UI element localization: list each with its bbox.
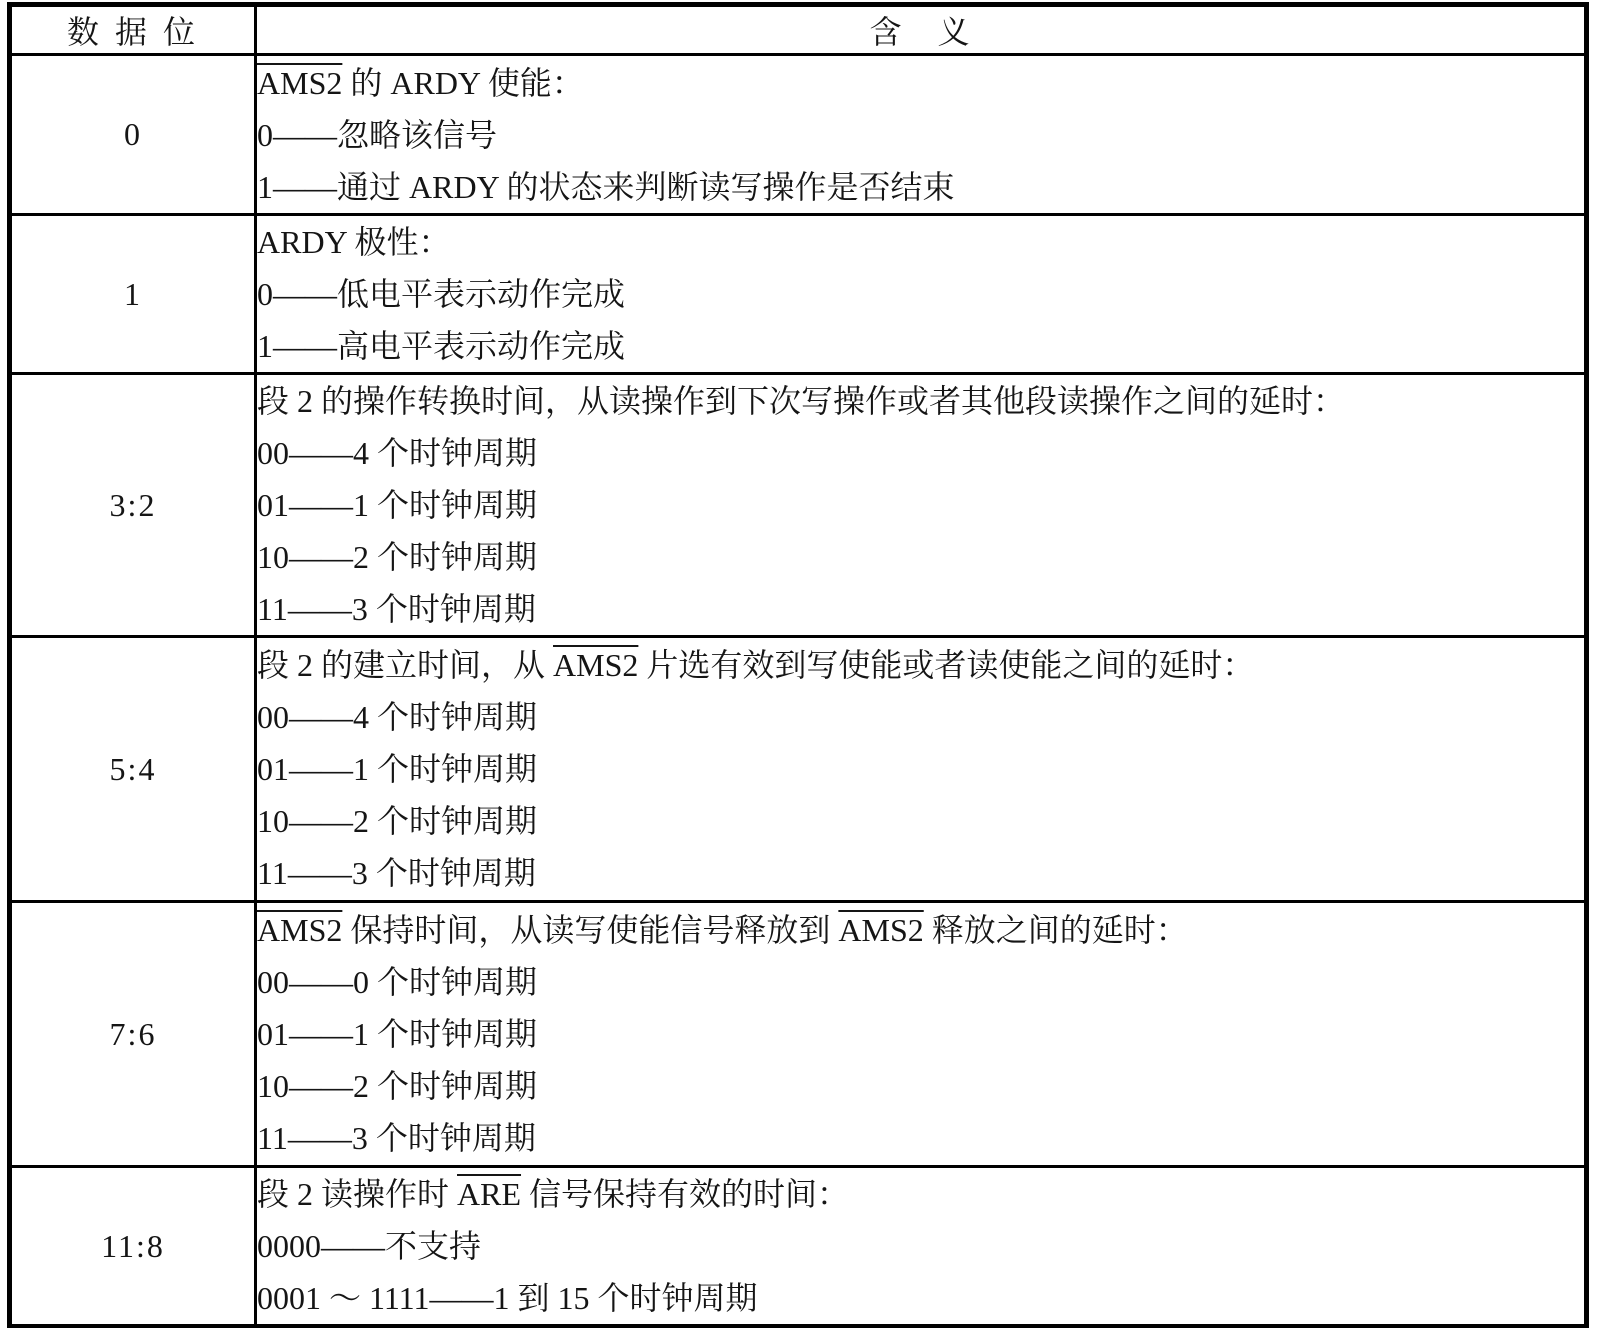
text-line: 01——1 个时钟周期	[257, 751, 538, 787]
text-line: 10——2 个时钟周期	[257, 1068, 538, 1104]
table-row-bits7-6	[10, 902, 1587, 1167]
meaning-cell	[256, 215, 1587, 374]
table-row-bit1	[10, 215, 1587, 374]
bits-cell: 0	[10, 55, 256, 215]
table-row-bits11-8	[10, 1167, 1587, 1327]
text-line: 1——通过 ARDY 的状态来判断读写操作是否结束	[257, 168, 955, 205]
text-line: 00——4 个时钟周期	[257, 699, 538, 735]
text-segment: 片选有效到写使能或者读使能之间的延时：	[638, 647, 1255, 683]
text-line: 10——2 个时钟周期	[257, 539, 538, 575]
text-line: 11——3 个时钟周期	[257, 1120, 536, 1156]
meaning-cell	[256, 374, 1587, 637]
meaning-cell	[256, 55, 1587, 215]
text-line	[257, 904, 1584, 956]
text-line: 0000——不支持	[257, 1228, 482, 1264]
text-line: ARDY 极性：	[257, 224, 451, 260]
signal-ams2-overline: AMS2	[553, 647, 639, 683]
meaning-cell	[256, 1167, 1587, 1327]
bits-cell: 3:2	[10, 374, 256, 637]
scanned-document-page	[0, 2, 1597, 1328]
text-line	[257, 639, 1584, 691]
text-segment: 段 2 读操作时	[257, 1176, 458, 1212]
table-row-bits5-4	[10, 637, 1587, 902]
text-line: 0001 ～ 1111——1 到 15 个时钟周期	[257, 1280, 758, 1316]
header-row	[10, 5, 1587, 55]
signal-ams2-overline: AMS2	[257, 64, 343, 101]
meaning-cell	[256, 902, 1587, 1167]
bit-field-table	[7, 2, 1589, 1328]
text-line: 11——3 个时钟周期	[257, 855, 536, 891]
text-line: 01——1 个时钟周期	[257, 487, 538, 523]
signal-ams2-overline: AMS2	[257, 912, 343, 948]
signal-ams2-overline: AMS2	[838, 912, 924, 948]
text-segment: 信号保持有效的时间：	[521, 1176, 850, 1212]
text-line: 11——3 个时钟周期	[257, 591, 536, 627]
bits-cell: 1	[10, 215, 256, 374]
signal-are-overline: $\overline{ARE}$	[457, 1176, 522, 1212]
table-row-bit0	[10, 55, 1587, 215]
text-line: 1——高电平表示动作完成	[257, 328, 626, 364]
bits-cell: 7:6	[10, 902, 256, 1167]
text-line: 段 2 的操作转换时间，从读操作到下次写操作或者其他段读操作之间的延时：	[257, 383, 1346, 419]
text-line: 0——低电平表示动作完成	[257, 276, 626, 312]
bits-cell: 11:8	[10, 1167, 256, 1327]
text-segment: 保持时间，从读写使能信号释放到	[342, 912, 839, 948]
table-row-bits3-2	[10, 374, 1587, 637]
text-line	[257, 57, 1584, 109]
header-cell-meaning: 含 义	[256, 5, 1587, 55]
text-segment: 段 2 的建立时间，从	[257, 647, 554, 683]
text-line: 00——0 个时钟周期	[257, 964, 538, 1000]
bits-cell: 5:4	[10, 637, 256, 902]
text-line: 10——2 个时钟周期	[257, 803, 538, 839]
text-line	[257, 1168, 1584, 1220]
text-line: 00——4 个时钟周期	[257, 435, 538, 471]
meaning-cell	[256, 637, 1587, 902]
text-line: 01——1 个时钟周期	[257, 1016, 538, 1052]
text-segment: 的 ARDY 使能：	[342, 64, 584, 101]
header-cell-bits: 数 据 位	[10, 5, 256, 55]
text-segment: 释放之间的延时：	[923, 912, 1188, 948]
text-line: 0——忽略该信号	[257, 116, 498, 153]
